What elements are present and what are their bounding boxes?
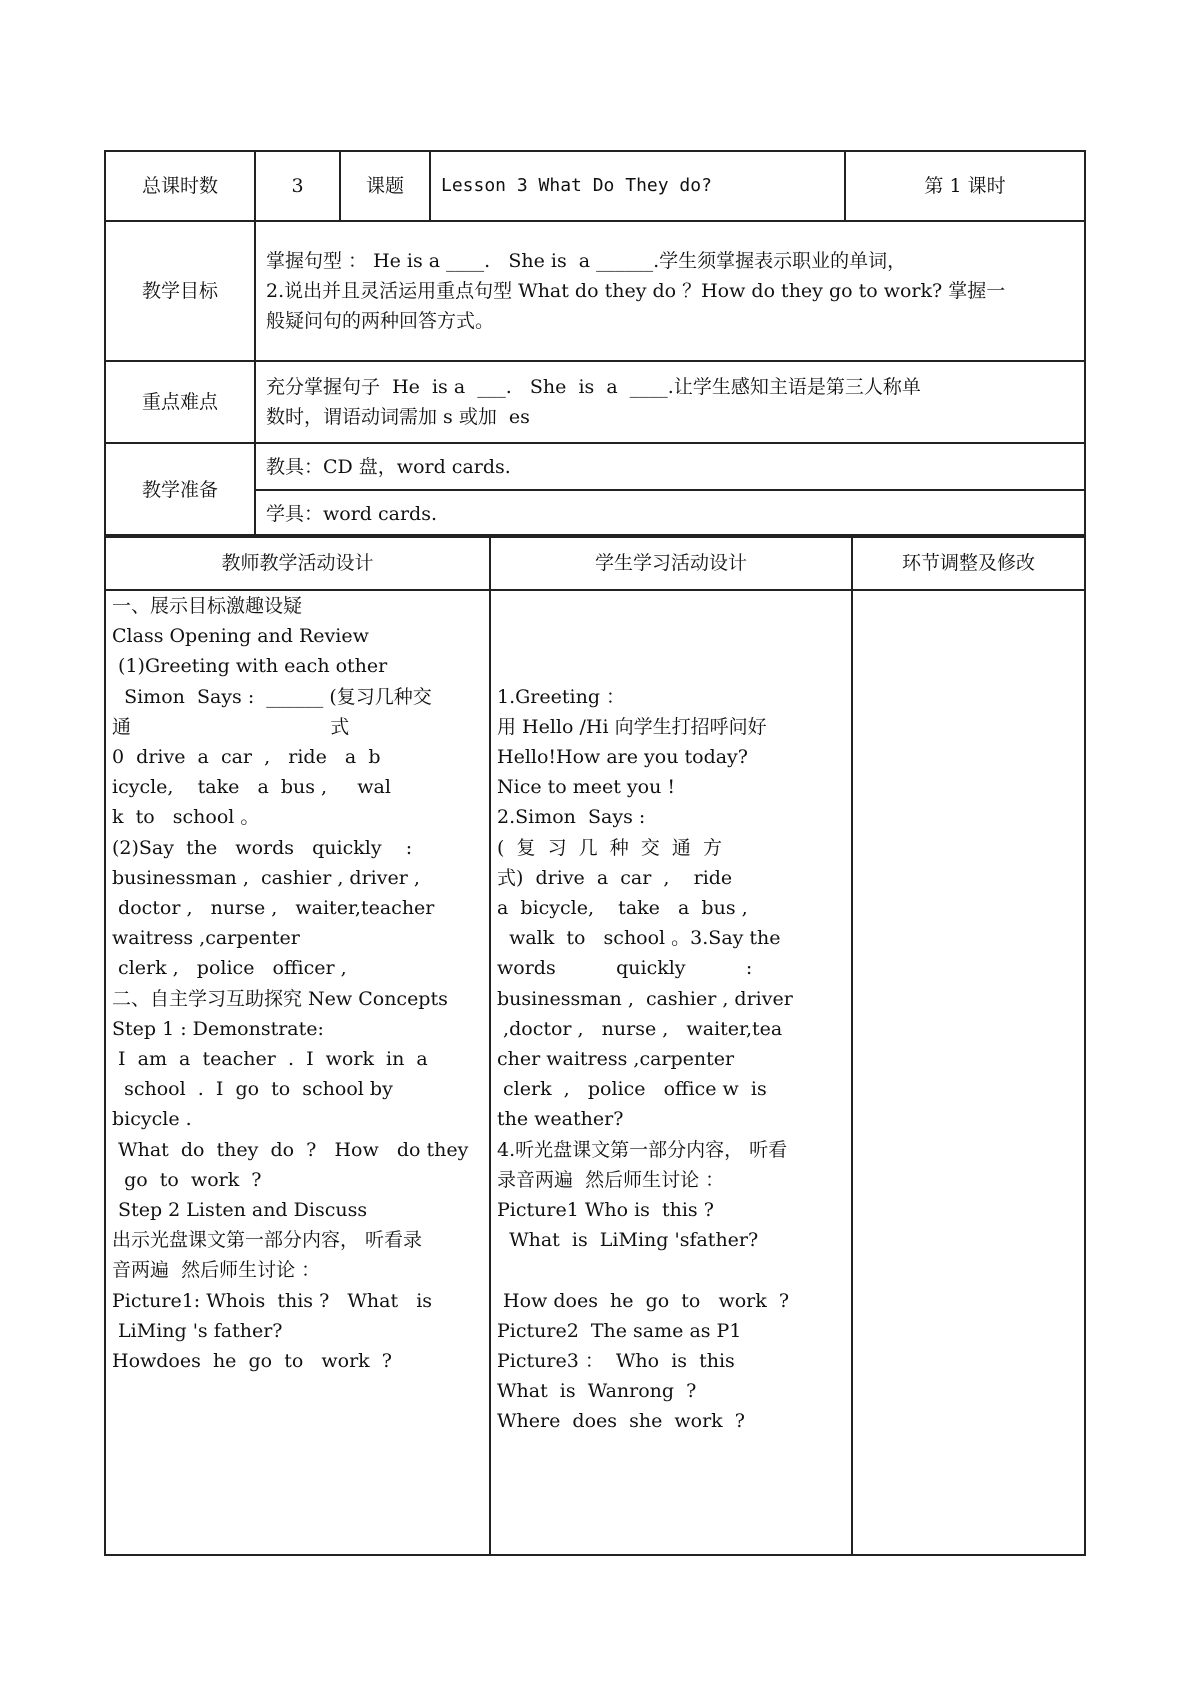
student-activity-line: cher waitress ,carpenter	[497, 1048, 735, 1071]
teacher-activity-line: k to school 。	[112, 806, 260, 829]
goals-line: 2.说出并且灵活运用重点句型 What do they do ？How do they go to work? 掌握一	[266, 280, 1006, 302]
student-activity-line: words quickly :	[497, 957, 753, 980]
student-activity-line: ( 复 习 几 种 交 通 方	[497, 836, 722, 859]
teacher-activity-line: Picture1: Whois this ? What is	[112, 1289, 433, 1312]
student-activities	[490, 590, 852, 1555]
teacher-activity-line: icycle, take a bus , wal	[112, 776, 391, 799]
student-activity-line: 2.Simon Says :	[497, 806, 646, 829]
activity-content-row	[105, 590, 1085, 1555]
goals-row	[105, 221, 1085, 361]
student-activity-line: Picture3 ： Who is this	[497, 1350, 735, 1373]
teacher-activity-line: 音两遍 然后师生讨论 ：	[112, 1259, 321, 1282]
student-activity-line: businessman , cashier , driver	[497, 987, 793, 1010]
student-activity-line: Picture1 Who is this ?	[497, 1199, 714, 1222]
teacher-activity-line: 出示光盘课文第一部分内容， 听看录	[112, 1229, 423, 1252]
key-points-label: 重点难点	[105, 361, 255, 443]
student-activity-line	[497, 621, 845, 651]
activity-header-row	[105, 535, 1085, 590]
teacher-tools: 教具：CD 盘，word cards.	[255, 443, 1085, 490]
teacher-activity-line: 二、自主学习互助探究 New Concepts	[112, 987, 448, 1010]
header-row	[105, 151, 1085, 221]
teacher-activity-line: waitress ,carpenter	[112, 927, 300, 950]
lesson-info-table	[104, 150, 1086, 538]
student-activity-line: 录音两遍 然后师生讨论 ：	[497, 1168, 725, 1191]
total-hours-label: 总课时数	[105, 151, 255, 221]
teacher-activities	[105, 590, 490, 1555]
student-activity-line: What is LiMing 'sfather?	[497, 1229, 759, 1252]
total-hours-value: 3	[255, 151, 340, 221]
student-activity-line: Nice to meet you !	[497, 776, 676, 799]
student-activity-line: Picture2 The same as P1	[497, 1319, 742, 1342]
adjustment-notes	[852, 590, 1085, 1555]
preparation-label: 教学准备	[105, 443, 255, 537]
goals-label: 教学目标	[105, 221, 255, 361]
goals-line: 般疑问句的两种回答方式。	[266, 310, 495, 332]
student-tools: 学具：word cards.	[255, 490, 1085, 537]
teacher-activity-line: Simon Says : ______ (复习几种交	[112, 685, 432, 708]
teacher-activity-line: 一、展示目标激趣设疑	[112, 595, 303, 617]
teacher-activity-line: Class Opening and Review	[112, 625, 369, 648]
student-activity-line: a bicycle, take a bus ,	[497, 897, 748, 920]
activity-design-table	[104, 534, 1086, 1556]
teacher-activity-line: LiMing 's father?	[112, 1319, 283, 1342]
student-activity-line	[497, 591, 845, 621]
preparation-row	[105, 443, 1085, 490]
goals-content	[255, 221, 1085, 361]
teacher-activity-line: school . I go to school by	[112, 1078, 393, 1101]
teacher-activity-lines	[112, 591, 483, 1376]
key-points-line: 充分掌握句子 He is a ___. She is a ____.让学生感知主语是第三人称单	[266, 376, 921, 398]
student-activity-line	[497, 651, 845, 681]
goals-line: 掌握句型 ： He is a ____. She is a ______.学生须掌握表示职业的单词，	[266, 250, 907, 272]
teacher-activity-line: bicycle .	[112, 1108, 192, 1131]
key-points-line: 数时，谓语动词需加 s 或加 es	[266, 406, 530, 428]
student-activity-line	[497, 1255, 845, 1285]
student-activity-line: clerk , police office w is	[497, 1078, 767, 1101]
teacher-activity-line: businessman , cashier , driver ,	[112, 866, 420, 889]
student-activity-lines	[497, 591, 845, 1437]
teacher-activity-line: I am a teacher . I work in a	[112, 1048, 428, 1071]
student-activity-line: How does he go to work ?	[497, 1289, 790, 1312]
student-activity-line: Hello!How are you today?	[497, 746, 748, 769]
teacher-activity-line: Howdoes he go to work ?	[112, 1350, 392, 1373]
teacher-activity-line: (1)Greeting with each other	[112, 655, 388, 678]
student-activity-line: the weather?	[497, 1108, 624, 1131]
student-activity-line: ,doctor , nurse , waiter,tea	[497, 1017, 783, 1040]
adjust-column-header: 环节调整及修改	[852, 535, 1085, 590]
period-label: 第 1 课时	[845, 151, 1085, 221]
teacher-activity-line: go to work ?	[112, 1168, 262, 1191]
teacher-activity-line: What do they do ? How do they	[112, 1138, 469, 1161]
key-points-row	[105, 361, 1085, 443]
student-activity-line: 4.听光盘课文第一部分内容， 听看	[497, 1138, 788, 1161]
student-activity-line: What is Wanrong ?	[497, 1380, 697, 1403]
student-activity-line: walk to school 。3.Say the	[497, 927, 781, 950]
student-column-header: 学生学习活动设计	[490, 535, 852, 590]
teacher-activity-line: 通 式	[112, 715, 350, 738]
teacher-activity-line: Step 2 Listen and Discuss	[112, 1199, 368, 1222]
teacher-activity-line: clerk , police officer ,	[112, 957, 347, 980]
key-points-content	[255, 361, 1085, 443]
student-activity-line: Where does she work ?	[497, 1410, 745, 1433]
student-activity-line: 1.Greeting ：	[497, 685, 626, 708]
teacher-activity-line: Step 1 : Demonstrate:	[112, 1017, 324, 1040]
teacher-activity-line: (2)Say the words quickly :	[112, 836, 413, 859]
teacher-activity-line: 0 drive a car , ride a b	[112, 746, 381, 769]
teacher-activity-line: doctor , nurse , waiter,teacher	[112, 897, 435, 920]
teacher-column-header: 教师教学活动设计	[105, 535, 490, 590]
topic-label: 课题	[340, 151, 430, 221]
topic-value: Lesson 3 What Do They do?	[430, 151, 845, 221]
student-activity-line: 式) drive a car , ride	[497, 866, 733, 889]
student-activity-line: 用 Hello /Hi 向学生打招呼问好	[497, 715, 767, 738]
